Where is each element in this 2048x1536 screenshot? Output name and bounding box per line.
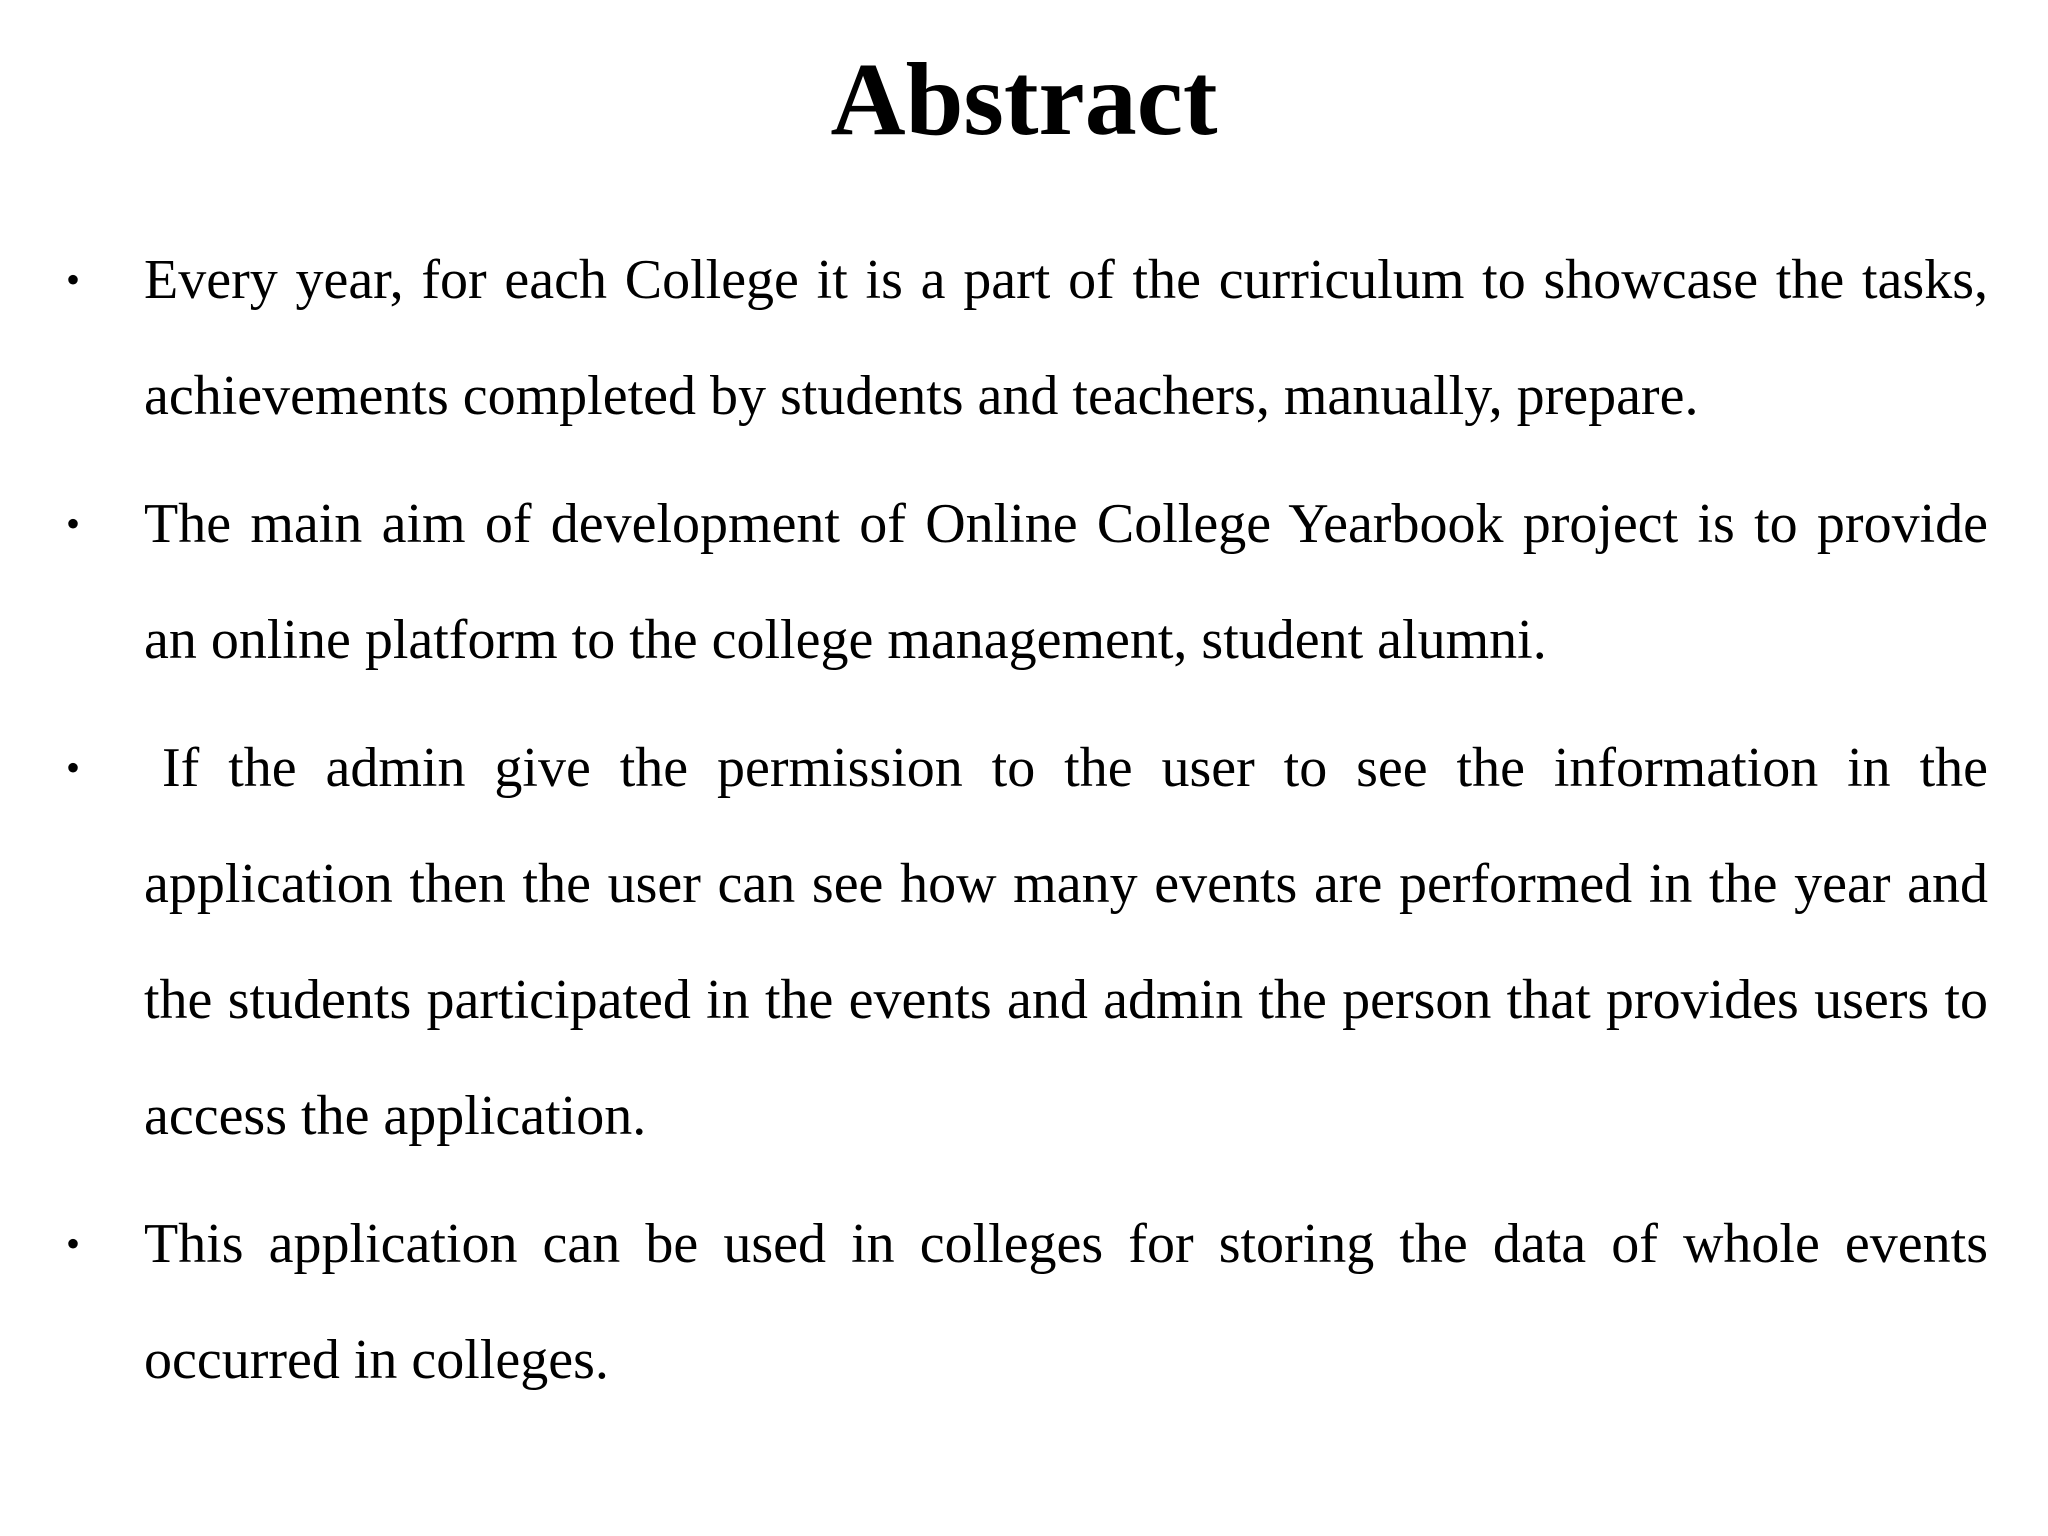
bullet-icon: • <box>66 745 81 790</box>
bullet-text: This application can be used in colleges for storing the data of whole events occurred in colleges. <box>144 1213 1988 1391</box>
bullet-item <box>66 1186 1988 1418</box>
bullet-item <box>66 466 1988 698</box>
bullet-text: If the admin give the permission to the user to see the information in the application then the user can see how many events are performed in the year and the students participated in the events and admin the person that provides users to access the application. <box>144 737 1988 1147</box>
bullet-text: The main aim of development of Online College Yearbook project is to provide an online platform to the college management, student alumni. <box>144 493 1988 671</box>
bullet-text: Every year, for each College it is a part of the curriculum to showcase the tasks, achievements completed by students and teachers, manually, prepare. <box>144 249 1988 427</box>
bullet-icon: • <box>66 1221 81 1266</box>
bullet-icon: • <box>66 257 81 302</box>
slide-title: Abstract <box>830 42 1218 157</box>
bullet-item <box>66 710 1988 1174</box>
bullet-icon: • <box>66 501 81 546</box>
bullet-item <box>66 222 1988 454</box>
bullet-list <box>66 222 1988 1430</box>
